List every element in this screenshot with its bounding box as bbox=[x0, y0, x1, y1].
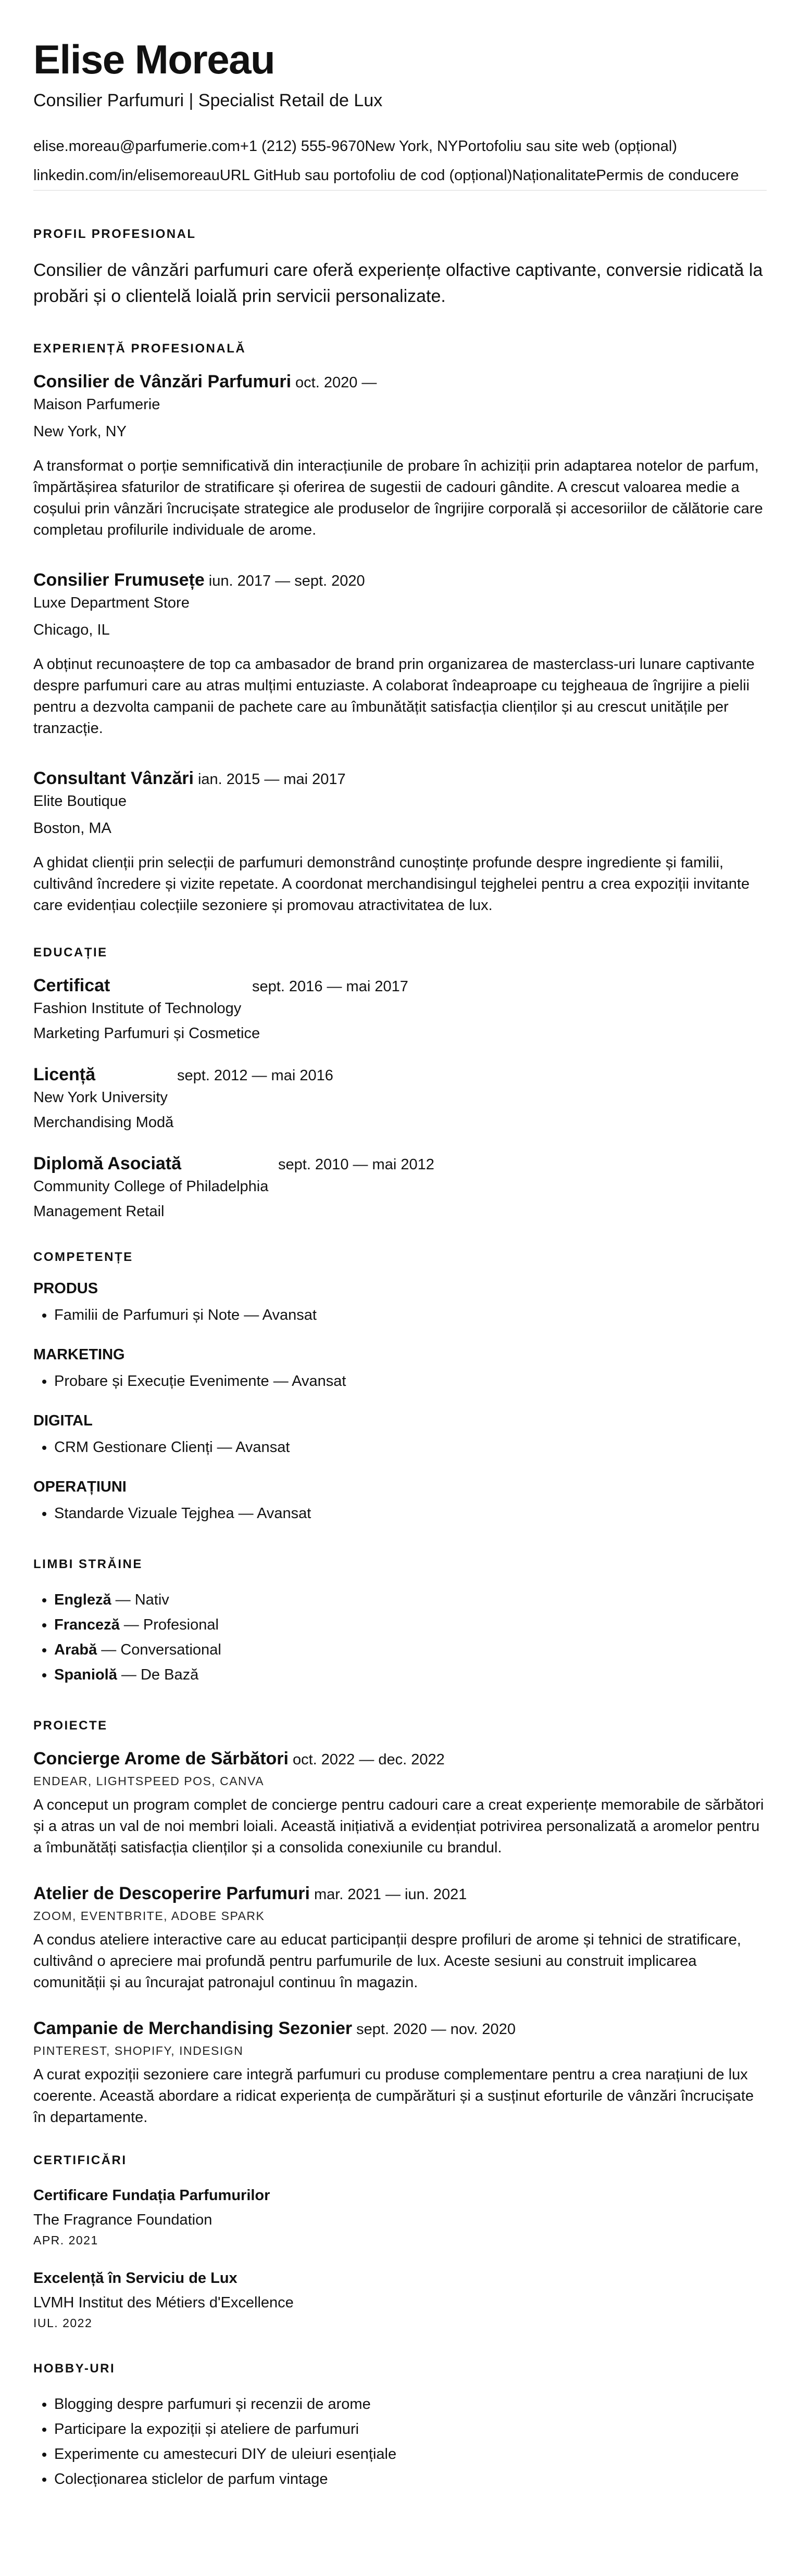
job-location: Chicago, IL bbox=[33, 621, 110, 638]
language-level: — De Bază bbox=[117, 1666, 199, 1683]
company: Elite Boutique bbox=[33, 792, 127, 810]
section-title: EDUCAȚIE bbox=[33, 945, 108, 959]
project-tech: ZOOM, EVENTBRITE, ADOBE SPARK bbox=[33, 1909, 265, 1923]
education-dates: sept. 2012 — mai 2016 bbox=[177, 1067, 333, 1084]
education-section bbox=[33, 945, 767, 1224]
project-tech: ENDEAR, LIGHTSPEED POS, CANVA bbox=[33, 1774, 265, 1788]
skill-list bbox=[33, 1369, 767, 1394]
contact-block bbox=[33, 132, 767, 191]
job-title: Consilier Frumusețe bbox=[33, 570, 205, 590]
project-entry bbox=[33, 1749, 767, 1859]
certification-issuer: LVMH Institut des Métiers d'Excellence bbox=[33, 2294, 294, 2311]
job-dates: ian. 2015 — mai 2017 bbox=[197, 771, 346, 788]
project-dates: sept. 2020 — nov. 2020 bbox=[356, 2021, 516, 2038]
degree: Licență bbox=[33, 1064, 96, 1084]
skill-list bbox=[33, 1501, 767, 1526]
certification-name: Excelență în Serviciu de Lux bbox=[33, 2269, 238, 2287]
experience-section bbox=[33, 342, 767, 916]
section-title: PROFIL PROFESIONAL bbox=[33, 226, 196, 241]
hobbies-section bbox=[33, 2362, 767, 2492]
job-title: Consultant Vânzări bbox=[33, 768, 194, 788]
language-name: Arabă bbox=[54, 1641, 97, 1658]
language-name: Franceză bbox=[54, 1616, 120, 1633]
job-title: Consilier de Vânzări Parfumuri bbox=[33, 371, 292, 392]
resume-header bbox=[33, 36, 767, 191]
education-entry bbox=[33, 976, 767, 1046]
certification-name: Certificare Fundația Parfumurilor bbox=[33, 2187, 270, 2204]
project-dates: mar. 2021 — iun. 2021 bbox=[314, 1886, 467, 1903]
section-title: EXPERIENȚĂ PROFESIONALĂ bbox=[33, 341, 246, 356]
section-title: HOBBY-URI bbox=[33, 2361, 116, 2376]
skill-list bbox=[33, 1303, 767, 1328]
job-description: A transformat o porție semnificativă din interacțiunile de probare în achiziții prin adaptarea notelor de parfum, împărtășirea sfaturilor de stratificare și oferirea de sugestii de cadouri gândite. A crescut valoarea medie a coșului prin vânzări încrucișate strategice ale produselor de îngrijire corporală și accesoriilor de călătorie care completau profilurile individuale de arome. bbox=[33, 457, 763, 538]
project-entry bbox=[33, 1884, 767, 1993]
skill-item: • Familii de Parfumuri și Note — Avansat bbox=[54, 1303, 767, 1328]
language-item bbox=[54, 1662, 767, 1687]
project-name: Atelier de Descoperire Parfumuri bbox=[33, 1883, 310, 1903]
language-name: Spaniolă bbox=[54, 1666, 117, 1683]
project-dates: oct. 2022 — dec. 2022 bbox=[292, 1751, 445, 1768]
project-entry bbox=[33, 2018, 767, 2128]
project-name: Concierge Arome de Sărbători bbox=[33, 1748, 289, 1769]
skill-item: • CRM Gestionare Clienți — Avansat bbox=[54, 1435, 767, 1460]
profile-section bbox=[33, 227, 767, 309]
skill-item: • Standarde Vizuale Tejghea — Avansat bbox=[54, 1501, 767, 1526]
project-name: Campanie de Merchandising Sezonier bbox=[33, 2018, 353, 2038]
school: Community College of Philadelphia bbox=[33, 1178, 269, 1195]
projects-section bbox=[33, 1719, 767, 2128]
certification-date: APR. 2021 bbox=[33, 2233, 98, 2247]
language-level: — Profesional bbox=[119, 1616, 219, 1633]
language-level: — Nativ bbox=[111, 1591, 169, 1608]
skill-category: PRODUS bbox=[33, 1280, 98, 1297]
certification-entry bbox=[33, 2183, 767, 2247]
education-dates: sept. 2010 — mai 2012 bbox=[278, 1156, 434, 1173]
job-dates: iun. 2017 — sept. 2020 bbox=[208, 572, 365, 589]
contact-line-2: linkedin.com/in/elisemoreauURL GitHub sau portofoliu de cod (opțional)NaționalitatePermis de conducere bbox=[33, 161, 767, 191]
hobby-item: • Experimente cu amestecuri DIY de uleiuri esențiale bbox=[54, 2442, 767, 2467]
job-location: New York, NY bbox=[33, 423, 127, 440]
job-description: A ghidat clienții prin selecții de parfumuri demonstrând cunoștințe profunde despre ingrediente și familii, cultivând încredere și vizite repetate. A coordonat merchandisingul tejghelei pentru a crea expoziții invitante care evidențiau colecțiile sezoniere și promovau atractivitatea de lux. bbox=[33, 854, 750, 914]
education-dates: sept. 2016 — mai 2017 bbox=[252, 978, 408, 995]
language-item bbox=[54, 1587, 767, 1612]
job-description: A obținut recunoaștere de top ca ambasador de brand prin organizarea de masterclass-uri lunare captivante despre parfumuri care au atras mulțimi entuziaste. A colaborat îndeaproape cu tejgheaua de îngrijire a pielii pentru a dezvolta campanii de pachete care au îmbunătățit satisfacția clienților și au crescut unitățile per tranzacție. bbox=[33, 655, 755, 737]
skill-category: MARKETING bbox=[33, 1346, 125, 1363]
skill-category: OPERAȚIUNI bbox=[33, 1478, 127, 1495]
profile-summary: Consilier de vânzări parfumuri care oferă experiențe olfactive captivante, conversie ridicată la probări și o clientelă loială prin servicii personalizate. bbox=[33, 260, 763, 306]
skill-category: DIGITAL bbox=[33, 1412, 93, 1429]
section-title: CERTIFICĂRI bbox=[33, 2153, 127, 2167]
project-tech: PINTEREST, SHOPIFY, INDESIGN bbox=[33, 2043, 244, 2057]
candidate-name: Elise Moreau bbox=[33, 36, 275, 82]
certifications-section bbox=[33, 2153, 767, 2330]
skills-section bbox=[33, 1250, 767, 1526]
school: New York University bbox=[33, 1089, 168, 1106]
job-location: Boston, MA bbox=[33, 819, 111, 837]
languages-section bbox=[33, 1557, 767, 1687]
section-title: COMPETENȚE bbox=[33, 1249, 133, 1264]
certification-entry bbox=[33, 2266, 767, 2330]
hobby-list bbox=[33, 2392, 767, 2492]
candidate-headline: Consilier Parfumuri | Specialist Retail de Lux bbox=[33, 90, 383, 110]
project-description: A curat expoziții sezoniere care integră parfumuri cu produse complementare pentru a crea narațiuni de lux coerente. Această abordare a ridicat experiența de cumpărături și a susținut eforturile de vânzări încrucișate în departamente. bbox=[33, 2066, 754, 2126]
school: Fashion Institute of Technology bbox=[33, 1000, 242, 1017]
language-level: — Conversational bbox=[97, 1641, 221, 1658]
language-item bbox=[54, 1612, 767, 1637]
company: Maison Parfumerie bbox=[33, 396, 160, 413]
education-entry bbox=[33, 1154, 767, 1224]
hobby-item: • Colecționarea sticlelor de parfum vintage bbox=[54, 2467, 767, 2492]
experience-entry bbox=[33, 768, 767, 916]
hobby-item: • Participare la expoziții și ateliere de parfumuri bbox=[54, 2417, 767, 2442]
contact-line-1: elise.moreau@parfumerie.com+1 (212) 555-9670New York, NYPortofoliu sau site web (opțional) bbox=[33, 137, 677, 155]
skill-list bbox=[33, 1435, 767, 1460]
section-title: PROIECTE bbox=[33, 1718, 108, 1733]
field-of-study: Marketing Parfumuri și Cosmetice bbox=[33, 1025, 260, 1042]
certification-date: IUL. 2022 bbox=[33, 2316, 93, 2330]
degree: Diplomă Asociată bbox=[33, 1153, 182, 1173]
hobby-item: • Blogging despre parfumuri și recenzii de arome bbox=[54, 2392, 767, 2417]
language-list bbox=[33, 1587, 767, 1687]
experience-entry bbox=[33, 570, 767, 739]
experience-entry bbox=[33, 372, 767, 541]
project-description: A condus ateliere interactive care au educat participanții despre profiluri de arome și tehnici de stratificare, cultivând o apreciere mai profundă pentru parfumurile de lux. Aceste sesiuni au construit implicarea comunității și au încurajat patronajul continuu în magazin. bbox=[33, 1931, 741, 1991]
field-of-study: Management Retail bbox=[33, 1203, 165, 1220]
job-dates: oct. 2020 — bbox=[295, 374, 377, 391]
language-name: Engleză bbox=[54, 1591, 111, 1608]
company: Luxe Department Store bbox=[33, 594, 190, 611]
field-of-study: Merchandising Modă bbox=[33, 1114, 174, 1131]
skill-item: • Probare și Execuție Evenimente — Avansat bbox=[54, 1369, 767, 1394]
education-entry bbox=[33, 1065, 767, 1135]
section-title: LIMBI STRĂINE bbox=[33, 1557, 143, 1571]
degree: Certificat bbox=[33, 975, 110, 995]
project-description: A conceput un program complet de concierge pentru cadouri care a creat experiențe memorabile de sărbători și a atras un val de noi membri loiali. Această inițiativă a evidențiat potrivirea personalizată a aromelor pentru a îmbunătăți satisfacția clienților și a consolida conexiunile cu brandul. bbox=[33, 1796, 764, 1856]
certification-issuer: The Fragrance Foundation bbox=[33, 2211, 213, 2228]
language-item bbox=[54, 1637, 767, 1662]
